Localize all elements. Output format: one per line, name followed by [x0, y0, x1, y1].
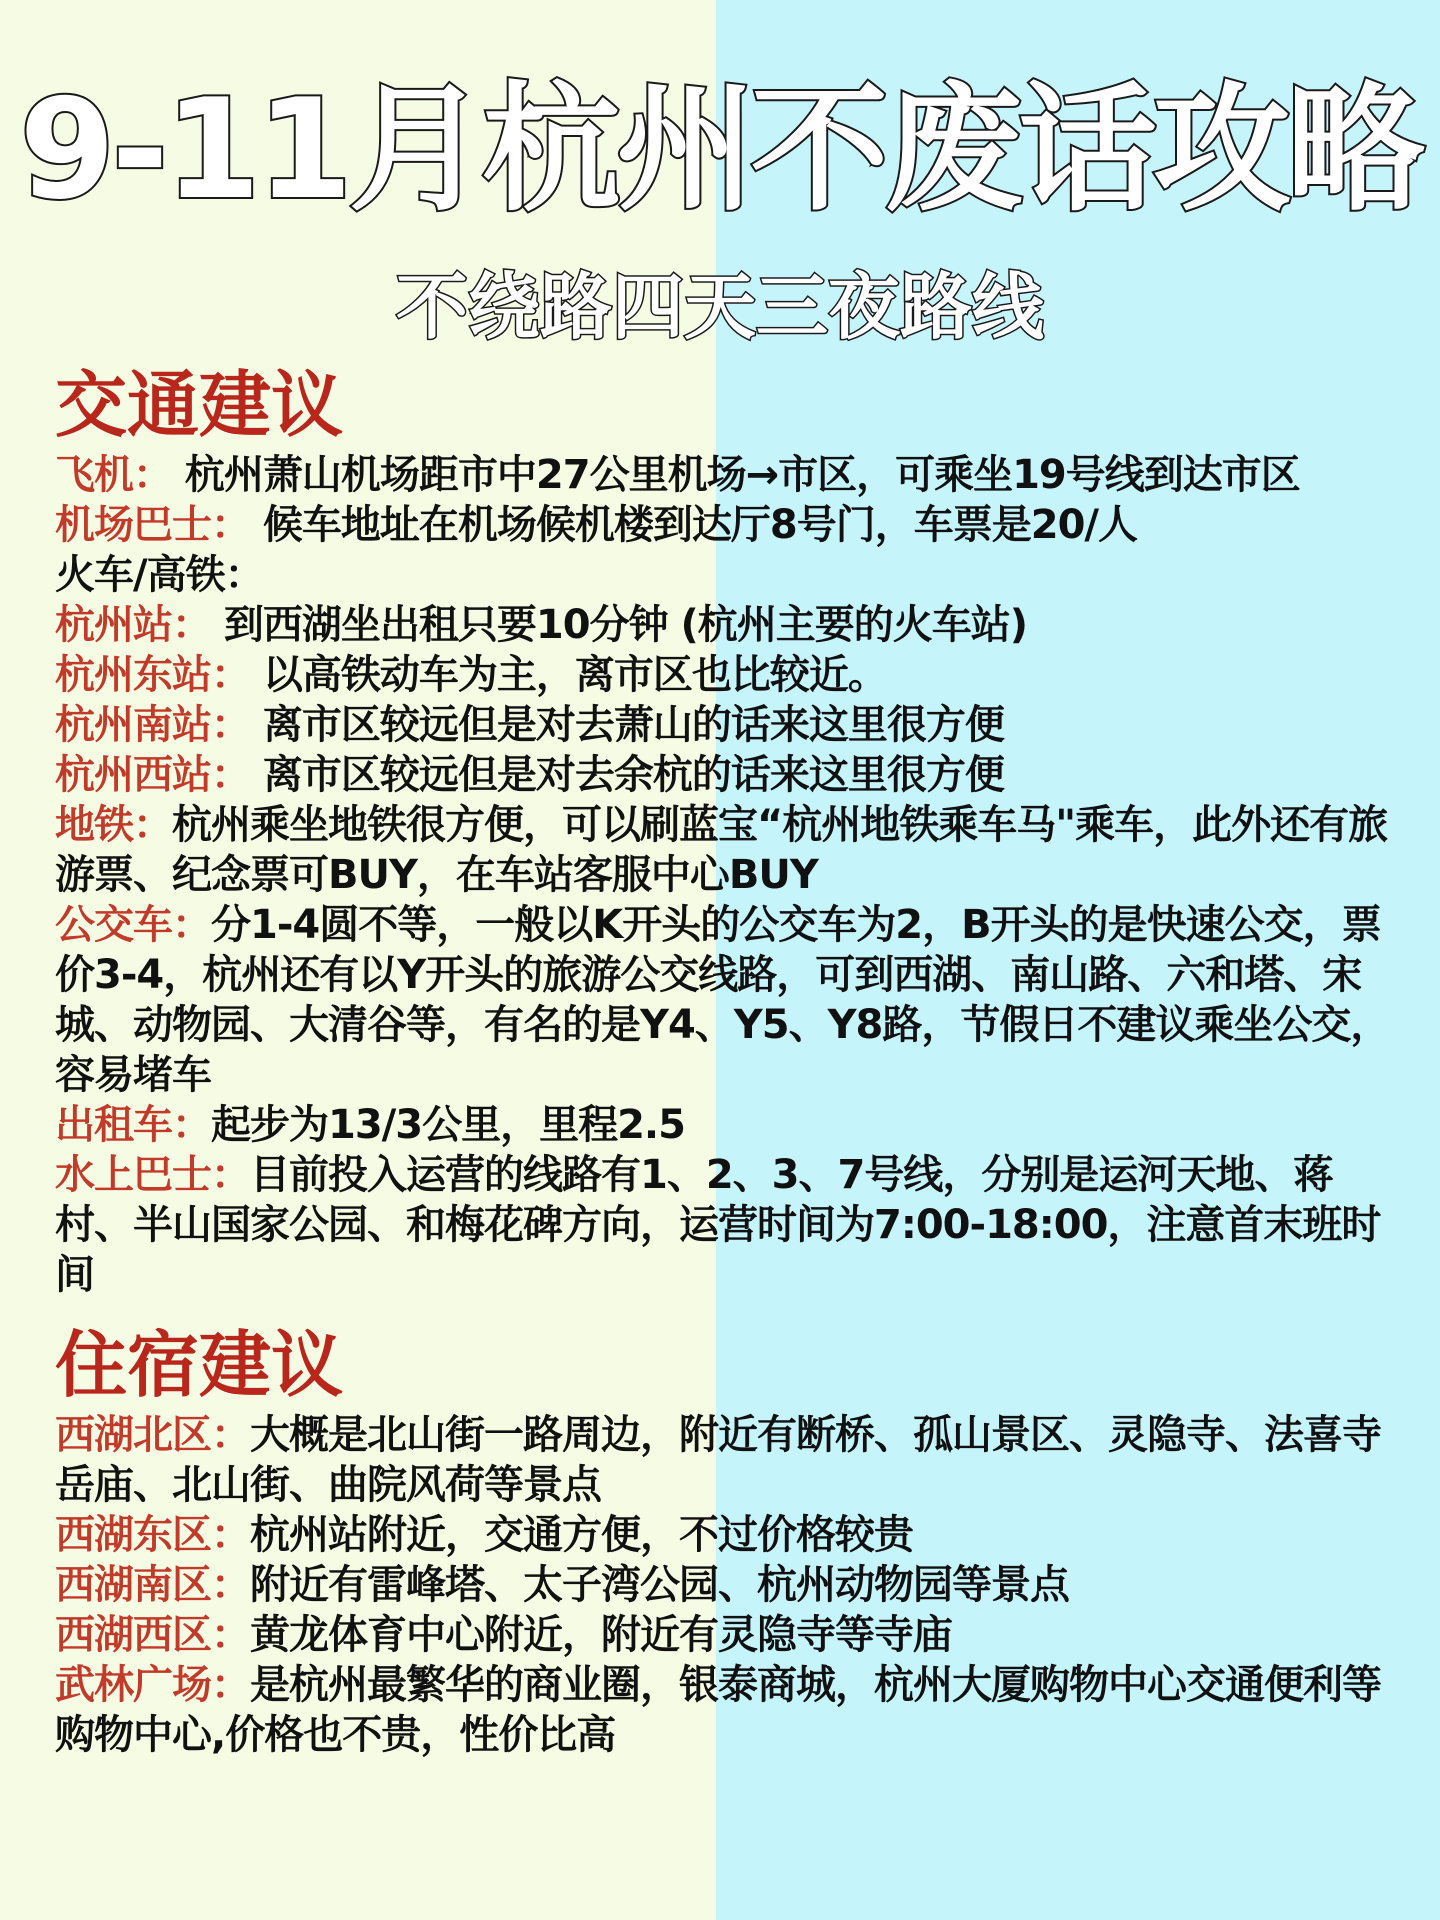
entry-label: 武林广场：: [55, 1662, 250, 1708]
entry-label: 西湖北区：: [55, 1412, 250, 1458]
transport-entry-train-heading: [55, 550, 1405, 600]
entry-label: 西湖南区：: [55, 1562, 250, 1608]
lodging-entry-north: [55, 1410, 1405, 1510]
lodging-entry-east: [55, 1510, 1405, 1560]
transport-entry-east-station: [55, 650, 1405, 700]
entry-label: 公交车：: [55, 902, 211, 948]
entry-text: 离市区较远但是对去余杭的话来这里很方便: [250, 752, 1004, 798]
entry-text: 大概是北山街一路周边，附近有断桥、孤山景区、灵隐寺、法喜寺岳庙、北山街、曲院风荷等景点: [55, 1412, 1381, 1508]
lodging-entry-south: [55, 1560, 1405, 1610]
transport-entry-metro: [55, 800, 1405, 900]
entry-label: 出租车：: [55, 1102, 211, 1148]
entry-label: 西湖西区：: [55, 1612, 250, 1658]
transport-entry-bus: [55, 900, 1405, 1100]
transport-entry-taxi: [55, 1100, 1405, 1150]
entry-label: 地铁：: [55, 802, 172, 848]
entry-text: 分1-4圆不等，一般以K开头的公交车为2，B开头的是快速公交，票价3-4，杭州还有以Y开头的旅游公交线路，可到西湖、南山路、六和塔、宋城、动物园、大清谷等，有名的是Y4、Y5、Y8路，节假日不建议乘坐公交，容易堵车: [55, 902, 1390, 1098]
entry-text: 是杭州最繁华的商业圈，银泰商城，杭州大厦购物中心交通便利等购物中心,价格也不贵，性价比高: [55, 1662, 1381, 1758]
entry-text: 以高铁动车为主，离市区也比较近。: [250, 652, 887, 698]
entry-label: 杭州南站：: [55, 702, 250, 748]
entry-label: 西湖东区：: [55, 1512, 250, 1558]
entry-label: 机场巴士：: [55, 502, 250, 548]
entry-label: 杭州东站：: [55, 652, 250, 698]
transport-entry-south-station: [55, 700, 1405, 750]
entry-text: 火车/高铁：: [55, 552, 264, 598]
entry-text: 杭州站附近，交通方便，不过价格较贵: [250, 1512, 913, 1558]
transport-entry-west-station: [55, 750, 1405, 800]
entry-text: 离市区较远但是对去萧山的话来这里很方便: [250, 702, 1004, 748]
entry-text: 候车地址在机场候机楼到达厅8号门，车票是20/人: [250, 502, 1138, 548]
entry-text: 起步为13/3公里，里程2.5: [211, 1102, 685, 1148]
lodging-entry-wulin: [55, 1660, 1405, 1760]
transport-entry-hangzhou-station: [55, 600, 1405, 650]
entry-text: 附近有雷峰塔、太子湾公园、杭州动物园等景点: [250, 1562, 1069, 1608]
transport-entry-water-bus: [55, 1150, 1405, 1300]
section-heading-transport: 交通建议: [55, 363, 344, 447]
page-title: 9-11月杭州不废话攻略: [19, 69, 1421, 230]
entry-label: 水上巴士：: [55, 1152, 250, 1198]
entry-label: 杭州西站：: [55, 752, 250, 798]
transport-entry-airport-bus: [55, 500, 1405, 550]
content-body: [55, 360, 1405, 1760]
section-heading-lodging: 住宿建议: [55, 1323, 344, 1407]
transport-entry-plane: [55, 450, 1405, 500]
page-subtitle: 不绕路四天三夜路线: [395, 265, 1044, 349]
entry-label: 飞机：: [55, 452, 172, 498]
entry-text: 杭州萧山机场距市中27公里机场→市区，可乘坐19号线到达市区: [172, 452, 1300, 498]
entry-text: 黄龙体育中心附近，附近有灵隐寺等寺庙: [250, 1612, 952, 1658]
entry-text: 杭州乘坐地铁很方便，可以刷蓝宝“杭州地铁乘车马"乘车，此外还有旅游票、纪念票可BUY，在车站客服中心BUY: [55, 802, 1388, 898]
lodging-entry-west: [55, 1610, 1405, 1660]
entry-label: 杭州站：: [55, 602, 211, 648]
entry-text: 目前投入运营的线路有1、2、3、7号线，分别是运河天地、蒋村、半山国家公园、和梅花碑方向，运营时间为7:00-18:00，注意首末班时间: [55, 1152, 1381, 1298]
entry-text: 到西湖坐出租只要10分钟 (杭州主要的火车站): [211, 602, 1028, 648]
